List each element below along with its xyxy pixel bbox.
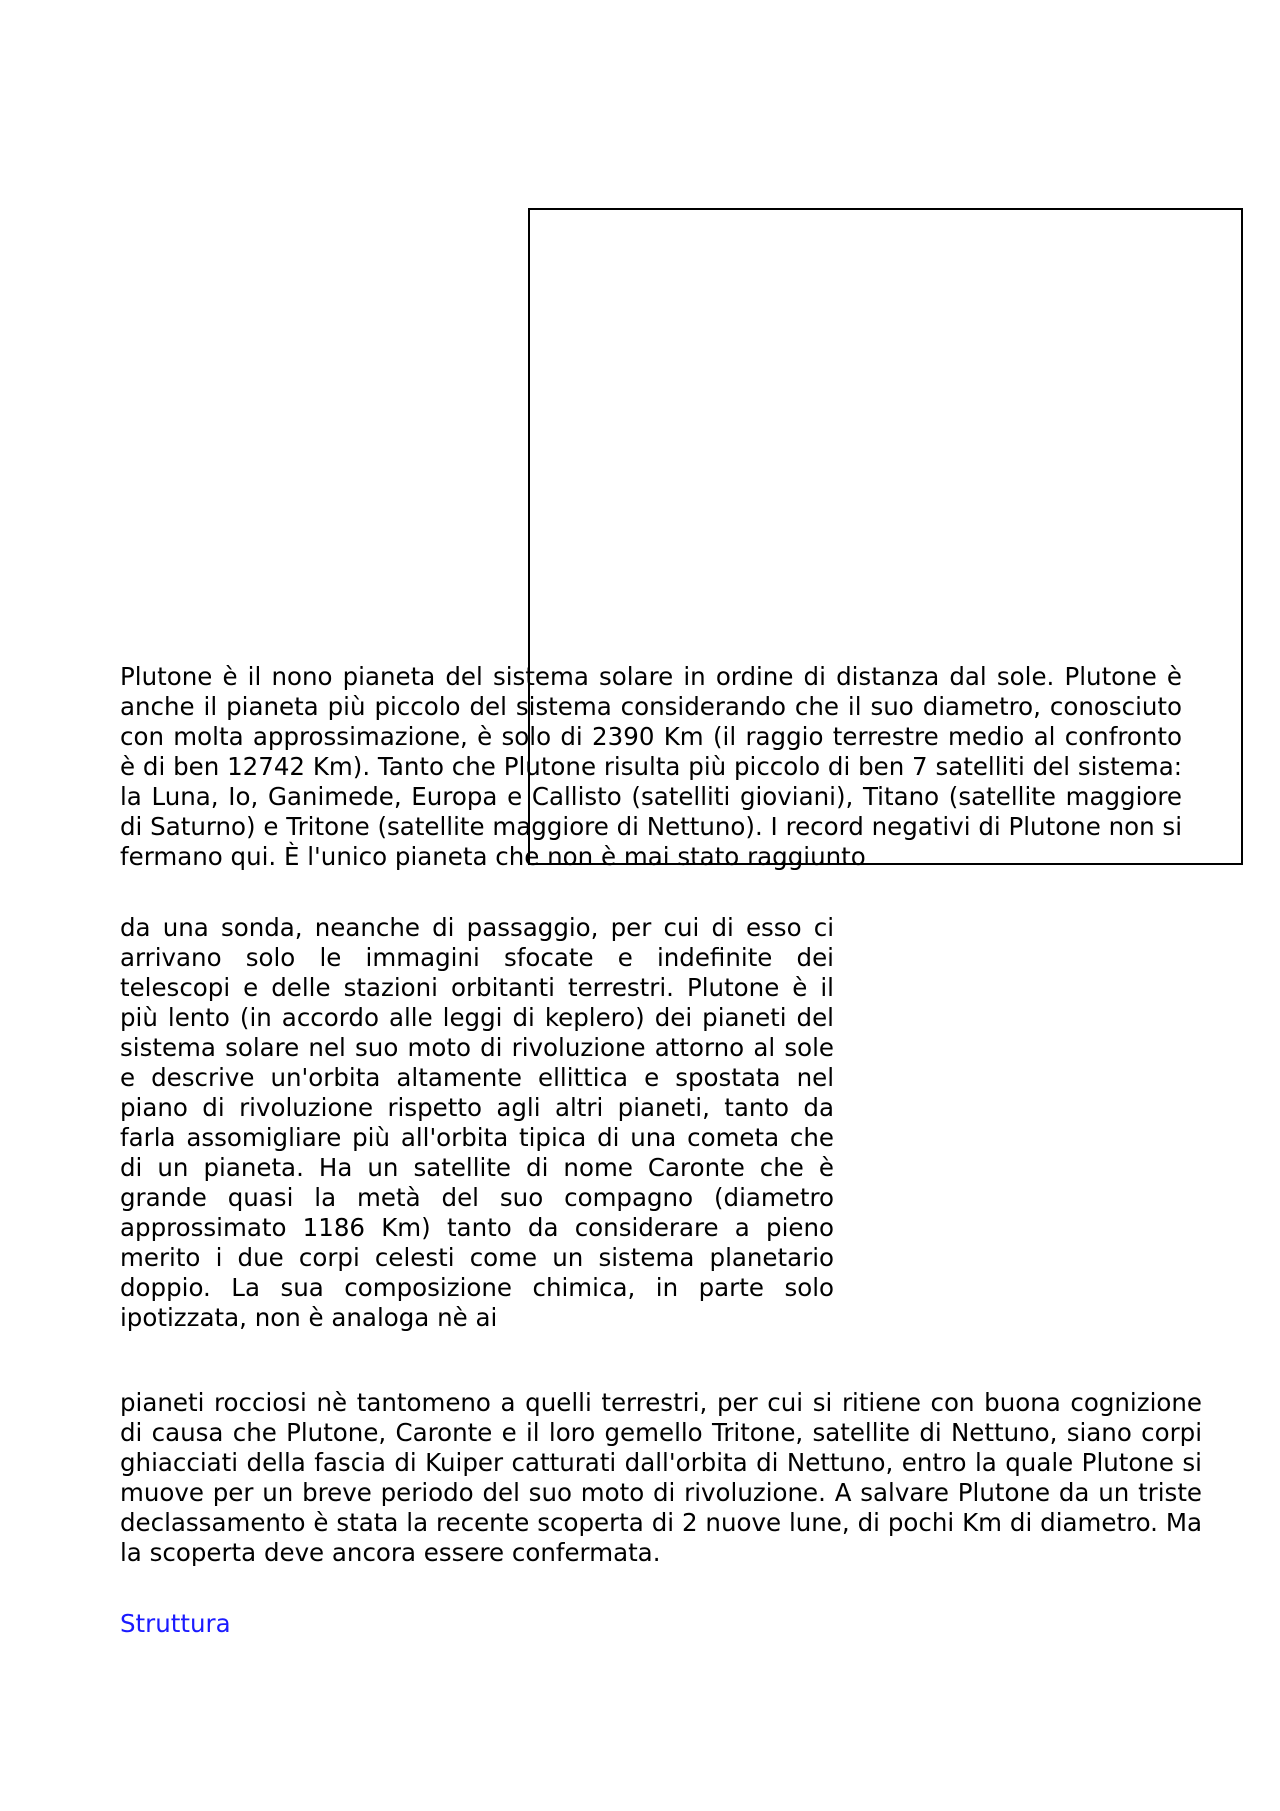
paragraph-orbit: da una sonda, neanche di passaggio, per cui di esso ci arrivano solo le immagini sfocate e indefinite dei telescopi e delle stazioni orbitanti terrestri. Plutone è il più lento (in accordo alle leggi di keplero) dei pianeti del sistema solare nel suo moto di rivoluzione attorno al sole e descrive un'orbita altamente ellittica e spostata nel piano di rivoluzione rispetto agli altri pianeti, tanto da farla assomigliare più all'orbita tipica di una cometa che di un pianeta. Ha un satellite di nome Caronte che è grande quasi la metà del suo compagno (diametro approssimato 1186 Km) tanto da considerare a pieno merito i due corpi celesti come un sistema planetario doppio. La sua composizione chimica, in parte solo ipotizzata, non è analoga nè ai — [120, 913, 834, 1332]
paragraph-intro: Plutone è il nono pianeta del sistema solare in ordine di distanza dal sole. Plutone è anche il pianeta più piccolo del sistema considerando che il suo diametro, conosciuto con molta approssimazione, è solo di 2390 Km (il raggio terrestre medio al confronto è di ben 12742 Km). Tanto che Plutone risulta più piccolo di ben 7 satelliti del sistema: la Luna, Io, Ganimede, Europa e Callisto (satelliti gioviani), Titano (satellite maggiore di Saturno) e Tritone (satellite maggiore di Nettuno). I record negativi di Plutone non si fermano qui. È l'unico pianeta che non è mai stato raggiunto — [120, 662, 1182, 871]
struttura-link[interactable]: Struttura — [120, 1609, 231, 1638]
paragraph-composition: pianeti rocciosi nè tantomeno a quelli terrestri, per cui si ritiene con buona cognizione di causa che Plutone, Caronte e il loro gemello Tritone, satellite di Nettuno, siano corpi ghiacciati della fascia di Kuiper catturati dall'orbita di Nettuno, entro la quale Plutone si muove per un breve periodo del suo moto di rivoluzione. A salvare Plutone da un triste declassamento è stata la recente scoperta di 2 nuove lune, di pochi Km di diametro. Ma la scoperta deve ancora essere confermata. — [120, 1388, 1202, 1567]
